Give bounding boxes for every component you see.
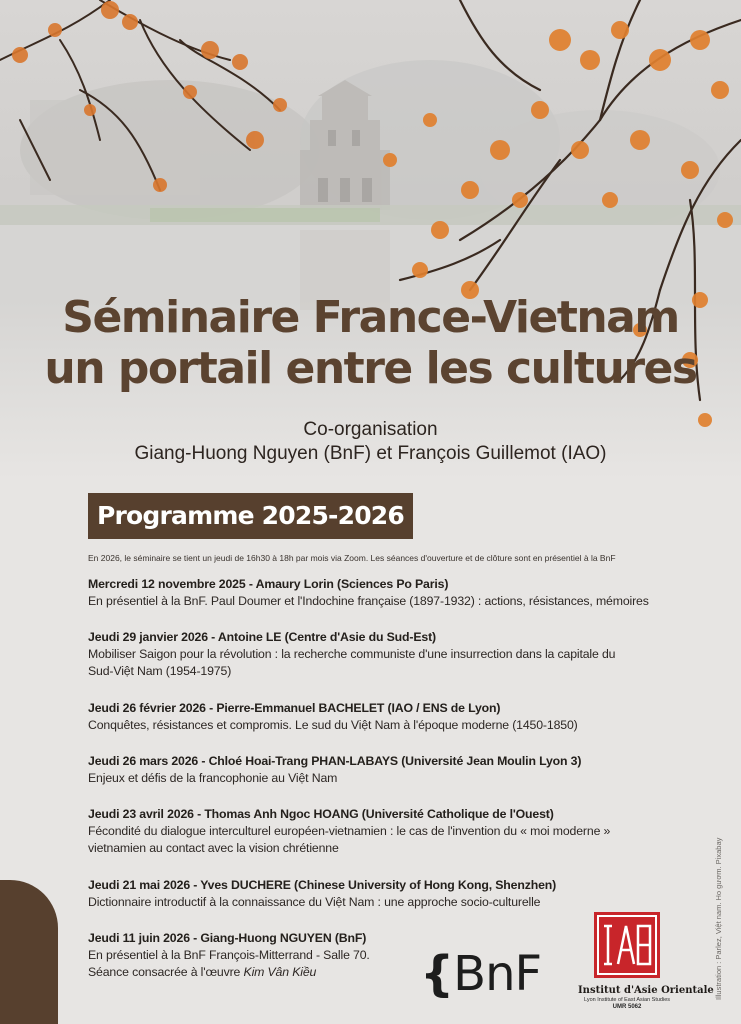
session-date-speaker: Jeudi 26 mars 2026 - Chloé Hoai-Trang PHAN-LABAYS (Université Jean Moulin Lyon 3) (88, 754, 582, 768)
session-topic: Conquêtes, résistances et compromis. Le sud du Việt Nam à l'époque moderne (1450-1850) (88, 718, 578, 732)
session-topic: vietnamien au contact avec la vision chrétienne (88, 841, 339, 855)
session-topic: Enjeux et défis de la francophonie au Việt Nam (88, 771, 338, 785)
iao-seal-icon (594, 912, 660, 978)
iao-name: Institut d'Asie Orientale (578, 985, 714, 996)
bnf-logo (420, 946, 541, 1002)
session-date-speaker: Mercredi 12 novembre 2025 - Amaury Lorin (Sciences Po Paris) (88, 577, 449, 591)
bnf-logo-text: BnF (453, 946, 542, 1002)
illustration-credit: Illustration : Parlez, Việt nam. Ho gươm. Pixabay (714, 837, 723, 1000)
title-line-2: un portail entre les cultures (44, 342, 697, 394)
iao-logo (578, 912, 714, 1010)
session-item (88, 576, 649, 610)
iao-umr: UMR 5062 (612, 1004, 642, 1010)
session-item (88, 700, 578, 734)
session-item (88, 806, 610, 857)
session-date-speaker: Jeudi 26 février 2026 - Pierre-Emmanuel BACHELET (IAO / ENS de Lyon) (88, 701, 501, 715)
work-title: Kim Vân Kiều (243, 965, 317, 979)
coorganisation-names: Giang-Huong Nguyen (BnF) et François Guillemot (IAO) (134, 442, 607, 464)
session-topic-with-title (88, 964, 370, 981)
session-item (88, 629, 615, 680)
session-topic: Mobiliser Saigon pour la révolution : la recherche communiste d'une insurrection dans la capitale du (88, 647, 616, 661)
title-line-1: Séminaire France-Vietnam (62, 292, 679, 343)
session-item (88, 753, 581, 787)
session-item (88, 930, 370, 981)
session-topic: En présentiel à la BnF. Paul Doumer et l'Indochine française (1897-1932) : actions, résistances, mémoires (88, 594, 649, 608)
session-topic: Sud-Việt Nam (1954-1975) (88, 664, 232, 678)
session-date-speaker: Jeudi 23 avril 2026 - Thomas Anh Ngoc HOANG (Université Catholique de l'Ouest) (88, 807, 554, 821)
session-topic: En présentiel à la BnF François-Mitterrand - Salle 70. (88, 948, 370, 962)
session-date-speaker: Jeudi 11 juin 2026 - Giang-Huong NGUYEN (BnF) (88, 931, 367, 945)
session-topic-text: Séance consacrée à l'œuvre (88, 965, 244, 979)
session-date-speaker: Jeudi 21 mai 2026 - Yves DUCHERE (Chinese University of Hong Kong, Shenzhen) (88, 878, 557, 892)
coorganisation (0, 418, 741, 466)
seminar-title (0, 292, 741, 394)
session-date-speaker: Jeudi 29 janvier 2026 - Antoine LE (Centre d'Asie du Sud-Est) (88, 630, 436, 644)
session-item (88, 877, 556, 911)
programme-banner: Programme 2025-2026 (88, 493, 413, 539)
lake-landscape-illustration (0, 0, 741, 480)
bnf-brace-glyph: { (420, 946, 454, 1002)
programme-note: En 2026, le séminaire se tient un jeudi de 16h30 à 18h par mois via Zoom. Les séances d'ouverture et de clôture sont en présentiel à la BnF (88, 553, 616, 563)
decorative-corner-shape (0, 880, 58, 1024)
hero-photo-lake-tower (0, 0, 741, 480)
coorganisation-label: Co-organisation (303, 419, 438, 440)
session-topic: Dictionnaire introductif à la connaissance du Việt Nam : une approche socio-culturelle (88, 895, 541, 909)
session-topic: Fécondité du dialogue interculturel européen-vietnamien : le cas de l'invention du « moi moderne » (88, 824, 611, 838)
iao-subtitle: Lyon Institute of East Asian Studies (583, 997, 670, 1003)
